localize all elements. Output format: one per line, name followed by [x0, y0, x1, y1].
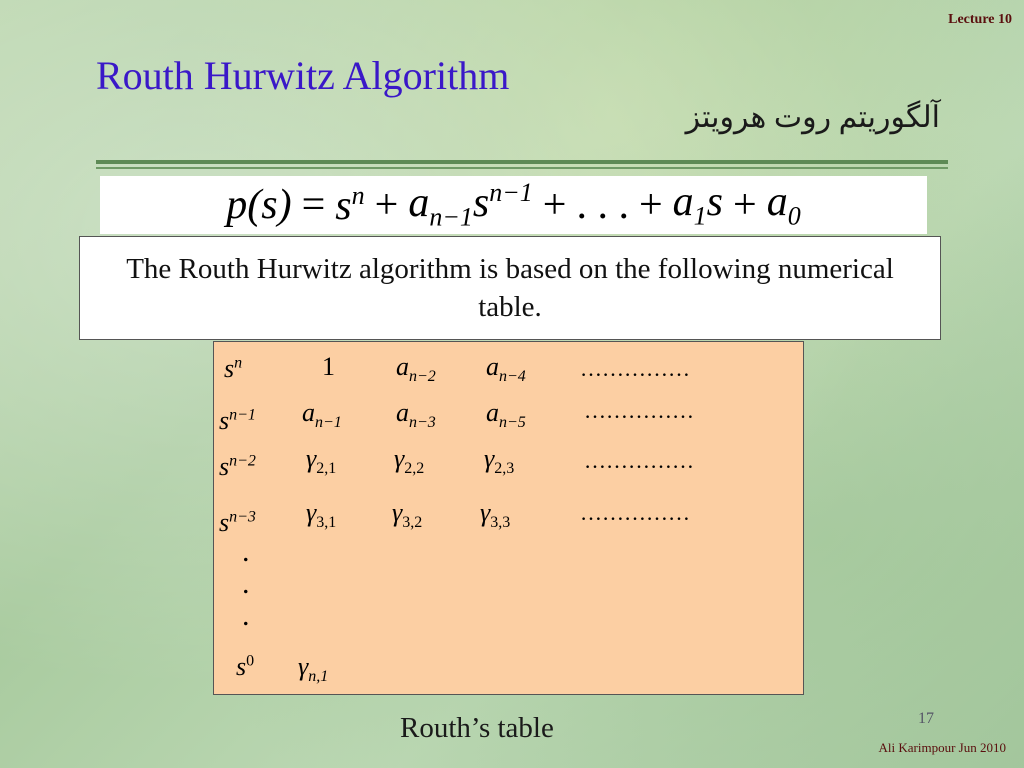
table-cell: $a_{n-5}$ [486, 398, 526, 432]
row-power: $s^n$ [224, 354, 243, 383]
polynomial-formula [100, 176, 927, 234]
formula-term-a0: $a_0$ [766, 179, 801, 231]
table-ellipsis: …………… [584, 398, 694, 423]
table-cell: $a_{n-2}$ [396, 352, 436, 386]
row-power: $s^0$ [236, 652, 255, 681]
lecture-label: Lecture 10 [948, 12, 1012, 27]
table-cell: $\gamma_{3,1}$ [306, 498, 337, 532]
row-power: $s^{n-1}$ [219, 406, 256, 435]
title-divider [96, 160, 948, 164]
formula-equals: = [301, 182, 326, 228]
row-power: $s^{n-2}$ [219, 452, 256, 481]
formula-plus: + [374, 182, 399, 228]
vertical-ellipsis-dot: . [242, 567, 250, 600]
row-power: $s^{n-3}$ [219, 508, 256, 537]
routh-table [213, 341, 804, 695]
formula-plus: + [733, 182, 757, 228]
formula-ellipsis: . . . [576, 182, 629, 228]
slide-subtitle-persian: آلگوریتم روت هرویتز [685, 101, 940, 134]
formula-term-sn: $s^n$ [335, 180, 365, 229]
formula-plus: + [542, 182, 567, 228]
vertical-ellipsis-dot: . [242, 599, 250, 632]
formula-term-an1: $a_{n-1}s^{n-1}$ [408, 177, 533, 232]
formula-term-a1: $a_1s$ [672, 179, 724, 231]
vertical-ellipsis-dot: . [242, 535, 250, 568]
table-ellipsis: …………… [580, 356, 690, 381]
formula-plus: + [638, 182, 663, 228]
table-cell: $a_{n-4}$ [486, 352, 526, 386]
formula-lhs: p(s) [226, 182, 292, 228]
author-footer: Ali Karimpour Jun 2010 [878, 740, 1006, 755]
table-ellipsis: …………… [584, 448, 694, 473]
table-cell: $a_{n-1}$ [302, 398, 342, 432]
table-cell: $\gamma_{2,2}$ [394, 444, 425, 478]
title-divider-thin [96, 167, 948, 169]
table-cell: $\gamma_{n,1}$ [298, 652, 329, 686]
table-cell: $\gamma_{2,1}$ [306, 444, 337, 478]
table-cell: $a_{n-3}$ [396, 398, 436, 432]
table-caption: Routh’s table [400, 712, 554, 744]
table-cell: 1 [322, 352, 335, 381]
page-number: 17 [918, 710, 934, 727]
callout-box: The Routh Hurwitz algorithm is based on the following numerical table. [79, 236, 941, 340]
table-cell: $\gamma_{3,3}$ [480, 498, 511, 532]
slide-title: Routh Hurwitz Algorithm [96, 53, 510, 98]
table-cell: $\gamma_{3,2}$ [392, 498, 423, 532]
table-ellipsis: …………… [580, 500, 690, 525]
table-cell: $\gamma_{2,3}$ [484, 444, 515, 478]
